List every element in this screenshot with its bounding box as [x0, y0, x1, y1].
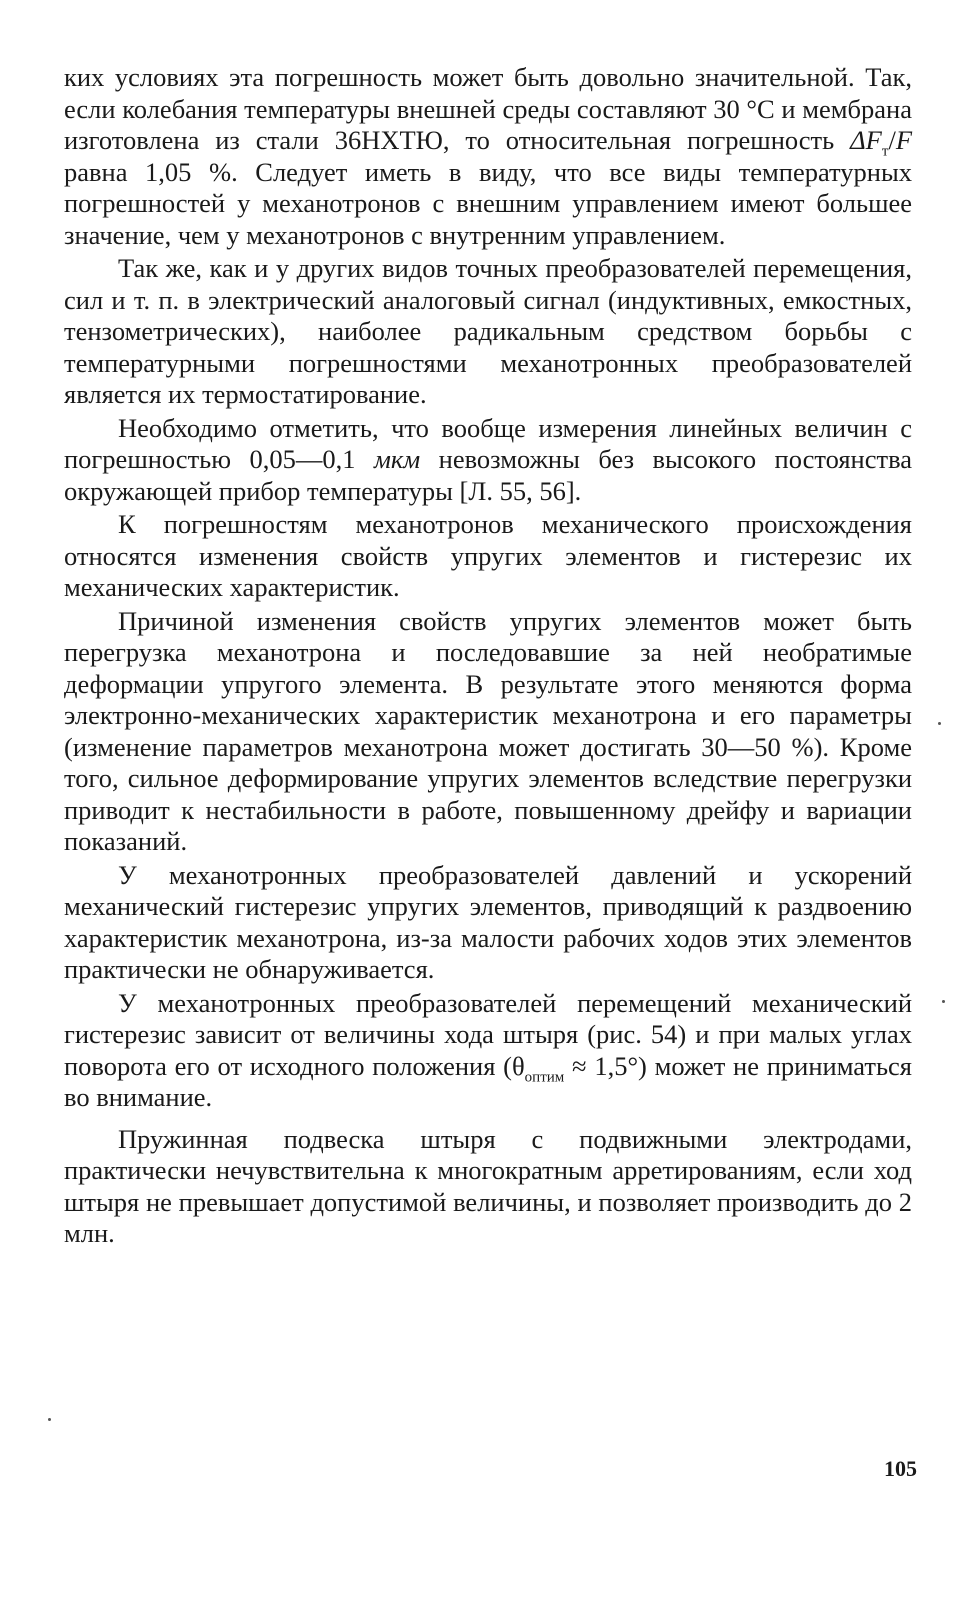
paragraph-1: [64, 62, 912, 251]
paragraph-4: [64, 509, 912, 604]
paragraph-8: [64, 1124, 912, 1250]
text-run: ≈ 1,5°) может не приниматься во внимание.: [64, 1050, 912, 1112]
scan-speck: [938, 722, 941, 725]
italic-run: мкм: [373, 444, 421, 474]
text-run: ких условиях эта погрешность может быть довольно значительной. Так, если колебания температуры внешней среды составляют 30 °С и мембрана изготовлена из стали 36НХТЮ, то относительная погрешность: [64, 62, 912, 155]
paragraph-7: [64, 988, 912, 1114]
text-run: К погрешностям механотронов механического происхождения относятся изменения свойств упругих элементов и гистерезис их механических характеристик.: [64, 509, 912, 602]
text-run: У механотронных преобразователей перемещений механический гистерезис зависит от величины хода штыря (рис. 54) и при малых углах поворота его от исходного положения (θ: [64, 987, 912, 1081]
text-run: Причиной изменения свойств упругих элементов может быть перегрузка механотрона и последовавшие за ней необратимые деформации упругого элемента. В результате этого меняются форма электронно-механических характеристик механотрона и его параметры (изменение параметров механотрона может достигать 30—50 %). Кроме того, сильное деформирование упругих элементов вследствие перегрузки приводит к нестабильности в работе, повышенному дрейфу и вариации показаний.: [64, 605, 912, 856]
scan-speck: [48, 1418, 51, 1421]
scan-speck: [942, 1000, 945, 1003]
text-run: Пружинная подвеска штыря с подвижными электродами, практически нечувствительна к многократным арретированиям, если ход штыря не превышает допустимой величины, и позволяет производить до 2 млн.: [64, 1123, 912, 1248]
paragraph-3: [64, 413, 912, 508]
page-body: [64, 62, 912, 1250]
italic-run: F: [895, 125, 912, 155]
text-run: равна 1,05 %. Следует иметь в виду, что все виды температурных погрешностей у механотронов с внешним управлением имеют большее значение, чем у механотронов с внутренним управлением.: [64, 156, 912, 250]
subscript-run: т: [881, 143, 889, 160]
paragraph-6: [64, 860, 912, 986]
text-run: Необходимо отметить, что вообще измерения линейных величин с погрешностью 0,05—0,1: [64, 412, 912, 474]
text-run: /: [888, 125, 896, 155]
paragraph-5: [64, 606, 912, 858]
page-number: 105: [884, 1456, 917, 1481]
text-run: У механотронных преобразователей давлений и ускорений механический гистерезис упругих элементов, приводящий к раздвоению характеристик механотрона, из-за малости рабочих ходов этих элементов практически не обнаруживается.: [64, 859, 912, 984]
text-run: невозможны без высокого постоянства окружающей прибор температуры [Л. 55, 56].: [64, 444, 912, 506]
subscript-run: оптим: [524, 1068, 565, 1085]
italic-run: ΔF: [850, 125, 882, 155]
text-run: Так же, как и у других видов точных преобразователей перемещения, сил и т. п. в электрический аналоговый сигнал (индуктивных, емкостных, тензометрических), наиболее радикальным средством борьбы с температурными погрешностями механотронных преобразователей является их термостатирование.: [64, 253, 912, 409]
paragraph-2: [64, 253, 912, 411]
